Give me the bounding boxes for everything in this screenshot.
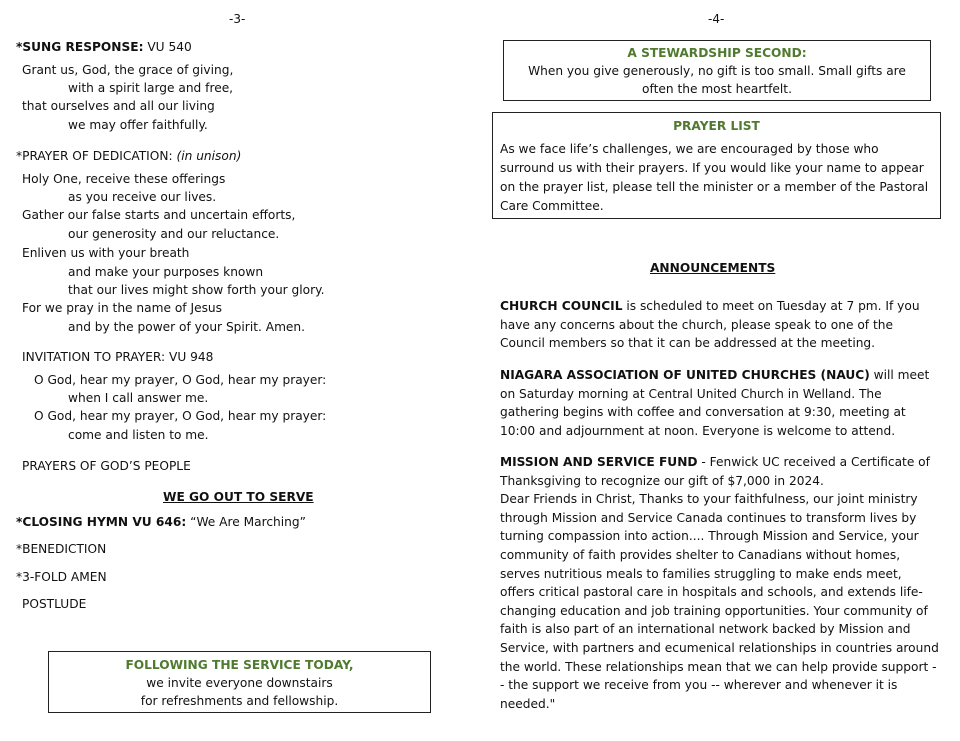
dedication-line: our generosity and our reluctance. bbox=[68, 227, 280, 241]
following-line: we invite everyone downstairs bbox=[146, 676, 333, 690]
page-number-left: -3- bbox=[229, 12, 246, 26]
benediction: *BENEDICTION bbox=[16, 542, 107, 556]
mission-body: Dear Friends in Christ, Thanks to your faithfulness, our joint ministry through Mission and Service Canada continues to transform lives by turning compassion into action.... Through Mission and Service, your community of faith provides shelter to Canadians without homes, serves nutritious meals to families struggling to make ends meet, offers critical pastoral care in hospitals and schools, and extends life-changing education and job training opportunities. Your community of faith is also part of an international network backed by Mission and Service, with partners and ecumenical relationships in countries around the world. These relationships mean that we can help provide support -- the support we receive from you -- wherever and whenever it is needed." bbox=[500, 492, 939, 711]
following-line: for refreshments and fellowship. bbox=[140, 694, 339, 708]
sung-line: with a spirit large and free, bbox=[68, 81, 234, 95]
dedication-line: For we pray in the name of Jesus bbox=[22, 301, 222, 315]
sung-line: that ourselves and all our living bbox=[22, 99, 215, 113]
go-out-heading: WE GO OUT TO SERVE bbox=[163, 490, 314, 504]
niagara-paragraph: NIAGARA ASSOCIATION OF UNITED CHURCHES (NAUC) will meet on Saturday morning at Central United Church in Welland. The gathering begins with coffee and conversation at 9:30, meeting at 10:00 and adjournment at noon. Everyone is welcome to attend. bbox=[500, 368, 930, 438]
prayer-list-box bbox=[492, 112, 941, 219]
sung-line: we may offer faithfully. bbox=[68, 118, 208, 132]
dedication-line: and make your purposes known bbox=[68, 265, 264, 279]
dedication-line: and by the power of your Spirit. Amen. bbox=[68, 320, 306, 334]
dedication-line: Enliven us with your breath bbox=[22, 246, 190, 260]
prayer-list-title: PRAYER LIST bbox=[673, 119, 760, 133]
closing-hymn: *CLOSING HYMN VU 646: “We Are Marching” bbox=[16, 515, 306, 529]
prayer-list-line: As we face life’s challenges, we are encouraged by those who bbox=[500, 142, 879, 156]
stewardship-line: When you give generously, no gift is too small. Small gifts are bbox=[528, 64, 906, 78]
dedication-heading: *PRAYER OF DEDICATION: (in unison) bbox=[16, 149, 242, 163]
prayer-list-line: surround us with their prayers. If you would like your name to appear bbox=[500, 161, 924, 175]
invitation-line: O God, hear my prayer, O God, hear my prayer: bbox=[34, 409, 327, 423]
stewardship-box bbox=[503, 40, 931, 101]
prayers-of-gods-people: PRAYERS OF GOD’S PEOPLE bbox=[22, 459, 191, 473]
prayer-list-line: Care Committee. bbox=[500, 199, 604, 213]
dedication-line: Holy One, receive these offerings bbox=[22, 172, 226, 186]
stewardship-title: A STEWARDSHIP SECOND: bbox=[627, 46, 807, 60]
dedication-line: as you receive our lives. bbox=[68, 190, 217, 204]
following-service-box bbox=[48, 651, 431, 713]
sung-line: Grant us, God, the grace of giving, bbox=[22, 63, 234, 77]
invitation-heading: INVITATION TO PRAYER: VU 948 bbox=[22, 350, 214, 364]
sung-response-heading: *SUNG RESPONSE: VU 540 bbox=[16, 40, 192, 54]
church-council-paragraph: CHURCH COUNCIL is scheduled to meet on Tuesday at 7 pm. If you have any concerns about the church, please speak to one of the Council members so that it can be addressed at the meeting. bbox=[500, 299, 920, 351]
following-title: FOLLOWING THE SERVICE TODAY, bbox=[125, 658, 354, 672]
announcements-heading: ANNOUNCEMENTS bbox=[650, 261, 776, 275]
stewardship-line: often the most heartfelt. bbox=[642, 82, 792, 96]
prayer-list-line: on the prayer list, please tell the minister or a member of the Pastoral bbox=[500, 180, 929, 194]
page-number-right: -4- bbox=[708, 12, 725, 26]
dedication-line: that our lives might show forth your glory. bbox=[68, 283, 325, 297]
invitation-line: O God, hear my prayer, O God, hear my prayer: bbox=[34, 373, 327, 387]
dedication-line: Gather our false starts and uncertain efforts, bbox=[22, 208, 296, 222]
three-fold-amen: *3-FOLD AMEN bbox=[16, 570, 107, 584]
postlude: POSTLUDE bbox=[22, 597, 87, 611]
invitation-line: when I call answer me. bbox=[68, 391, 209, 405]
invitation-line: come and listen to me. bbox=[68, 428, 209, 442]
mission-paragraph: MISSION AND SERVICE FUND - Fenwick UC received a Certificate of Thanksgiving to recognize our gift of $7,000 in 2024. Dear Friends in Christ, Thanks to your faithfulness, our joint ministry through Mission and Service Canada continues to transform lives by turning compassion into action.... Through Mission and Service, your community of faith provides shelter to Canadians without homes, serves nutritious meals to families struggling to make ends meet, offers critical pastoral care in hospitals and schools, and extends life-changing education and job training opportunities. Your community of faith is also part of an international network backed by Mission and Service, with partners and ecumenical relationships in countries around the world. These relationships mean that we can help provide support -- the support we receive from you -- wherever and whenever it is needed." bbox=[500, 455, 939, 711]
